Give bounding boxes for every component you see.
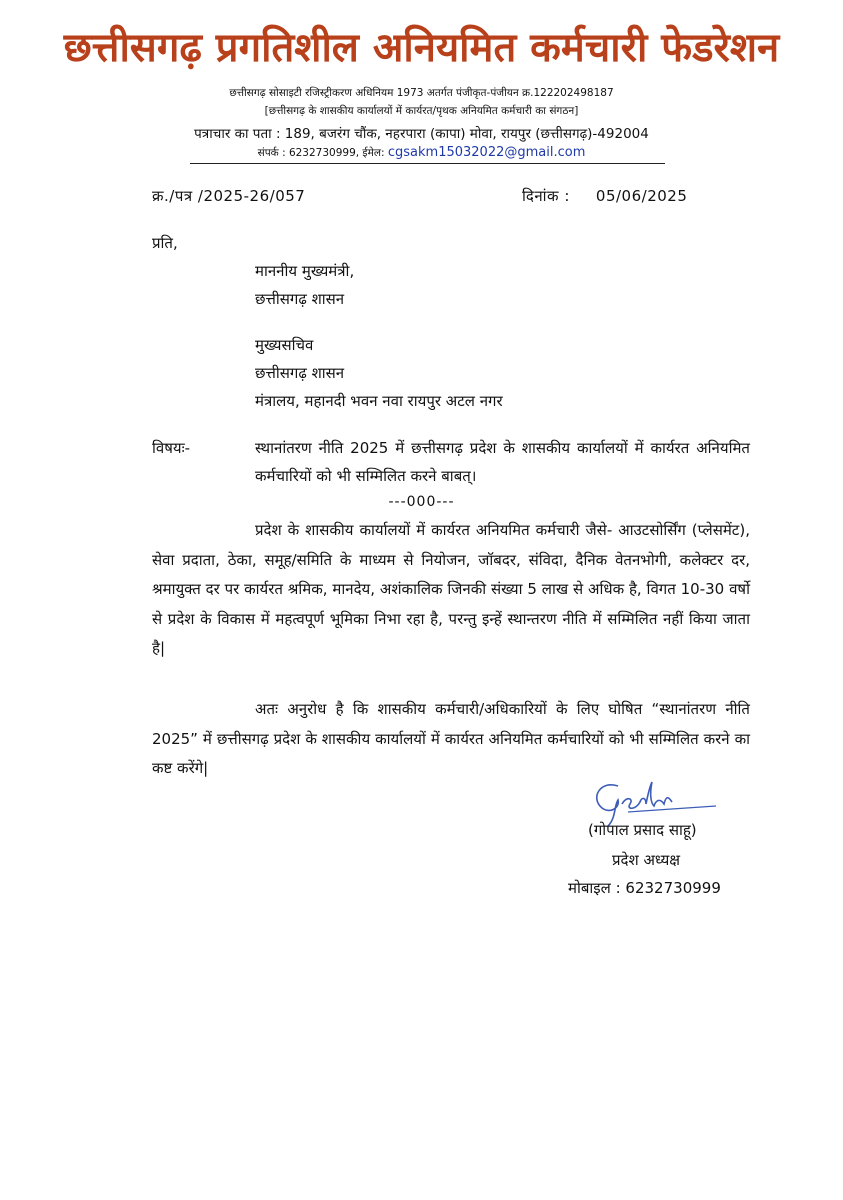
section-divider: ---000--- <box>388 494 455 510</box>
contact-phone: संपर्क : 6232730999, ईमेल: <box>257 147 385 159</box>
postal-address: पत्राचार का पता : 189, बजरंग चौंक, नहरपारा (कापा) मोवा, रायपुर (छत्तीसगढ़)-492004 <box>194 126 649 142</box>
to-label: प्रति, <box>152 234 178 252</box>
date-value: 05/06/2025 <box>595 187 688 205</box>
header-rule <box>190 163 665 164</box>
recipient1-line2: छत्तीसगढ़ शासन <box>255 290 345 308</box>
email-link[interactable]: cgsakm15032022@gmail.com <box>387 145 586 160</box>
organization-note: [छत्तीसगढ़ के शासकीय कार्यालयों में कार्यरत/पृथक अनियमित कर्मचारी का संगठन] <box>264 105 579 117</box>
letter-date <box>522 186 687 206</box>
reference-number: क्र./पत्र /2025-26/057 <box>152 187 306 205</box>
body-paragraph-1: प्रदेश के शासकीय कार्यालयों में कार्यरत अनियमित कर्मचारी जैसे- आउटसोर्सिंग (प्लेसमेंट), सेवा प्रदाता, ठेका, समूह/समिति के माध्यम से नियोजन, जॉबदर, संविदा, दैनिक वेतनभोगी, कलेक्टर दर, श्रमायुक्त दर पर कार्यरत श्रमिक, मानदेय, अशंकालिक जिनकी संख्या 5 लाख से अधिक है, विगत 10-30 वर्षो से प्रदेश के विकास में महत्वपूर्ण भूमिका निभा रहा है, परन्तु इन्हें स्थान्तरण नीति में सम्मिलित नहीं किया जाता है| <box>152 521 750 657</box>
subject-text: स्थानांतरण नीति 2025 में छत्तीसगढ़ प्रदेश के शासकीय कार्यालयों में कार्यरत अनियमित कर्मचारियों को भी सम्मिलित करने बाबत्। <box>255 439 750 485</box>
recipient2-line3: मंत्रालय, महानदी भवन नवा रायपुर अटल नगर <box>255 392 503 410</box>
signatory-name: (गोपाल प्रसाद साहू) <box>588 821 697 839</box>
recipient1-line1: माननीय मुख्यमंत्री, <box>255 262 355 280</box>
recipient2-line1: मुख्यसचिव <box>255 336 314 354</box>
contact-line <box>40 144 803 162</box>
date-label: दिनांक : <box>522 187 570 205</box>
body-paragraph-2: अतः अनुरोध है कि शासकीय कर्मचारी/अधिकारियों के लिए घोषित “स्थानांतरण नीति 2025” में छत्तीसगढ़ प्रदेश के शासकीय कार्यालयों में कार्यरत अनियमित कर्मचारियों को भी सम्मिलित करने का कष्ट करेंगे| <box>152 700 750 777</box>
recipient2-line2: छत्तीसगढ़ शासन <box>255 364 345 382</box>
signatory-mobile: मोबाइल : 6232730999 <box>568 879 721 897</box>
organization-title: छत्तीसगढ़ प्रगतिशील अनियमित कर्मचारी फेडरेशन <box>63 25 780 71</box>
registration-line: छत्तीसगढ़ सोसाइटी रजिस्ट्रीकरण अधिनियम 1973 अतर्गत पंजीकृत-पंजीयन क्र.122202498187 <box>229 87 614 99</box>
signatory-designation: प्रदेश अध्यक्ष <box>612 851 681 869</box>
subject-label: विषयः- <box>152 439 191 457</box>
